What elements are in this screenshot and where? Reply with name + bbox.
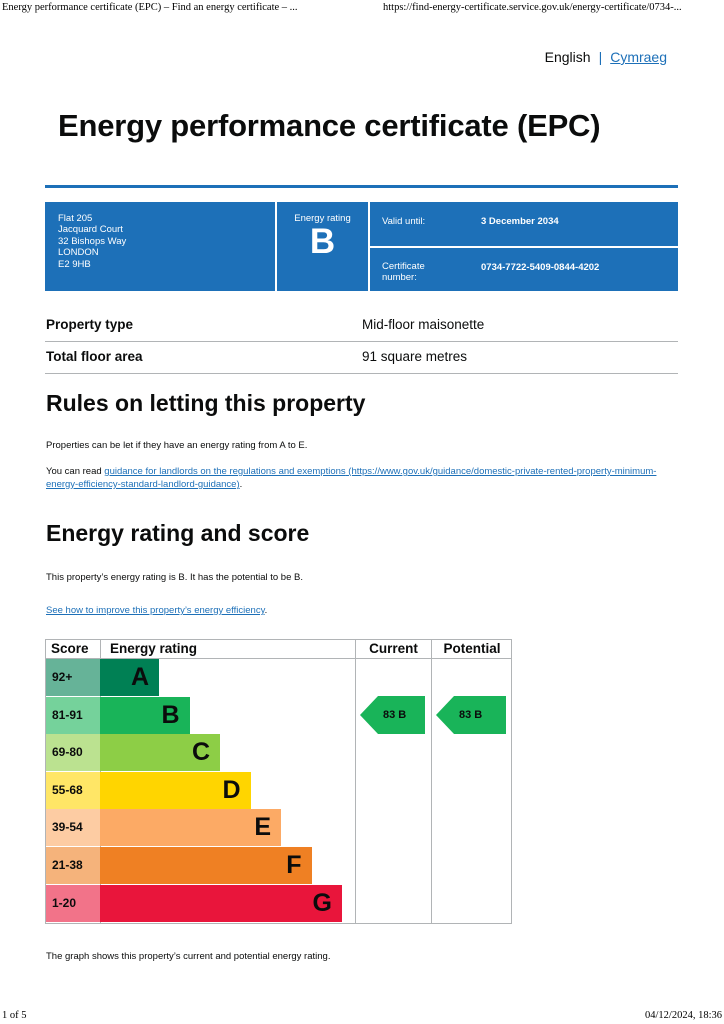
band-letter-a: A (130, 663, 149, 691)
band-letter-c: C (191, 738, 210, 767)
page-count: 1 of 5 (2, 1010, 27, 1021)
band-letter-b: B (161, 700, 180, 729)
print-footer (0, 1010, 724, 1024)
potential-rating-arrow-label: 83 B (459, 709, 483, 722)
band-score-a: 92+ (46, 659, 100, 696)
energy-rating-letter: B (309, 222, 336, 261)
print-datetime: 04/12/2024, 18:36 (644, 1010, 722, 1021)
current-column-header: Current (369, 641, 418, 656)
valid-until-label: Valid until: (382, 216, 426, 227)
summary-divider (370, 246, 678, 248)
certificate-number-value: 0734-7722-5409-0844-4202 (481, 262, 600, 273)
band-score-c: 69-80 (46, 734, 100, 771)
epc-summary-box (45, 202, 678, 291)
band-bar-e (100, 809, 281, 846)
guidance-suffix: . (239, 479, 243, 490)
energy-rating-text: This property’s energy rating is B. It has the potential to be B. (46, 572, 303, 583)
floor-area-value: 91 square metres (362, 349, 468, 364)
landlord-guidance-link[interactable]: guidance for landlords on the regulations and exemptions (104, 466, 346, 477)
band-bar-g (100, 885, 342, 922)
letting-rules-heading: Rules on letting this property (46, 390, 366, 416)
improve-efficiency-text (46, 604, 267, 617)
energy-rating-label: Energy rating (294, 213, 351, 224)
address-line: Jacquard Court (58, 224, 123, 236)
language-separator: | (598, 49, 603, 65)
energy-rating-chart (45, 639, 512, 924)
print-page-url: https://find-energy-certificate.service.gov.uk/energy-certificate/0734-... (383, 2, 682, 13)
address-line: E2 9HB (58, 258, 91, 270)
band-score-d: 55-68 (46, 772, 100, 809)
improve-efficiency-link[interactable]: See how to improve this property’s energy efficiency (46, 605, 265, 616)
band-score-g: 1-20 (46, 885, 100, 922)
band-letter-f: F (286, 851, 302, 879)
property-address (58, 213, 126, 270)
guidance-prefix: You can read (46, 466, 105, 477)
chart-caption: The graph shows this property’s current and potential energy rating. (46, 951, 331, 962)
band-score-f: 21-38 (46, 847, 100, 884)
title-divider (45, 185, 678, 188)
score-column-header: Score (51, 641, 89, 656)
improve-efficiency-suffix: . (264, 605, 268, 616)
band-bar-f (100, 847, 312, 884)
band-bar-c (100, 734, 220, 771)
rating-column-header: Energy rating (110, 641, 198, 656)
print-header (0, 0, 724, 16)
band-bar-a (100, 659, 159, 696)
property-type-row (45, 310, 678, 342)
address-line: LONDON (58, 247, 99, 259)
landlord-guidance-text (46, 465, 678, 491)
band-letter-e: E (254, 813, 271, 842)
current-rating-arrow-label: 83 B (383, 709, 407, 722)
band-score-b: 81-91 (46, 697, 100, 734)
language-switcher (545, 49, 667, 65)
address-line: Flat 205 (58, 213, 93, 224)
chart-column-divider (431, 639, 432, 924)
property-type-value: Mid-floor maisonette (362, 317, 485, 332)
floor-area-row (45, 342, 678, 374)
band-letter-d: D (222, 775, 241, 804)
band-bar-b (100, 697, 190, 734)
potential-column-header: Potential (443, 641, 501, 656)
landlord-guidance-url[interactable]: (https://www.gov.uk/guidance/domestic-private-rented-property-minimum-energy-efficiency-standard-landlord-guidance) (46, 466, 657, 490)
band-score-e: 39-54 (46, 809, 100, 846)
potential-rating-arrow (436, 696, 506, 734)
energy-rating-heading: Energy rating and score (46, 520, 310, 546)
floor-area-label: Total floor area (46, 349, 143, 364)
certificate-number-label: Certificate number: (382, 261, 425, 283)
print-page-title: Energy performance certificate (EPC) – Find an energy certificate – ... (2, 2, 298, 13)
band-letter-g: G (312, 888, 332, 917)
language-cymraeg-link[interactable]: Cymraeg (610, 49, 667, 65)
band-bar-d (100, 772, 251, 809)
valid-until-value: 3 December 2034 (481, 216, 559, 227)
property-type-label: Property type (46, 317, 134, 332)
chart-column-divider (355, 639, 356, 924)
page-title: Energy performance certificate (EPC) (58, 108, 601, 143)
language-current: English (544, 49, 591, 65)
current-rating-arrow (360, 696, 425, 734)
address-line: 32 Bishops Way (58, 235, 127, 247)
letting-rules-text: Properties can be let if they have an energy rating from A to E. (46, 440, 308, 451)
